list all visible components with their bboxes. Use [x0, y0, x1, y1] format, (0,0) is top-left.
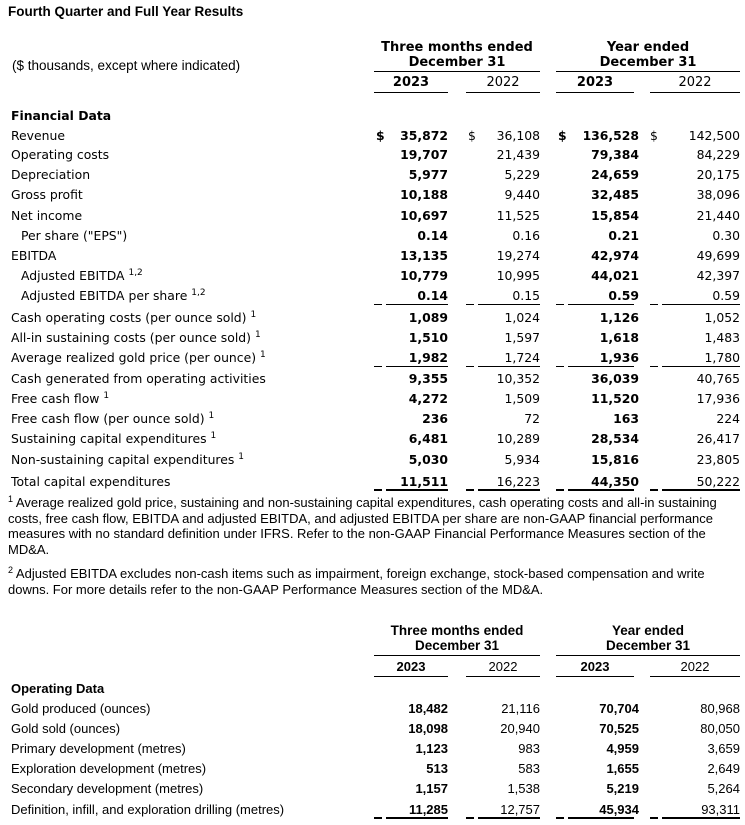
year-header: 2023: [580, 659, 610, 674]
value-cell: 10,697: [400, 208, 448, 223]
row-label-text: Total capital expenditures: [11, 474, 171, 489]
row-label: [21, 266, 143, 286]
footnote-ref: 1: [250, 310, 257, 320]
table-row: [0, 429, 745, 449]
value-cell: 1,780: [704, 350, 740, 365]
value-cell: 72: [524, 411, 540, 426]
value-cell: 4,959: [606, 741, 639, 756]
divider: [650, 817, 658, 819]
row-label: Primary development (metres): [11, 741, 186, 756]
value-cell: 0.30: [712, 228, 740, 243]
currency-symbol: $: [558, 128, 567, 143]
value-cell: 20,175: [696, 167, 740, 182]
footnote-ref: 1: [238, 452, 245, 462]
row-label-text: Cash generated from operating activities: [11, 371, 266, 386]
divider: [478, 817, 540, 819]
table-row: [0, 369, 745, 389]
value-cell: 6,481: [408, 431, 448, 446]
footnote-ref: 1: [103, 391, 110, 401]
divider: [650, 304, 658, 305]
value-cell: 9,440: [504, 187, 540, 202]
divider: [374, 655, 540, 656]
divider: [568, 366, 634, 367]
row-label: [21, 286, 206, 306]
footnote-mark: 1: [8, 494, 14, 504]
table-row: [0, 739, 745, 759]
row-label-text: Free cash flow (per ounce sold): [11, 411, 205, 426]
group-header-three-months: [374, 623, 540, 653]
divider: [478, 366, 540, 367]
table-row: [0, 699, 745, 719]
value-cell: 10,289: [496, 431, 540, 446]
currency-symbol: $: [468, 128, 476, 143]
value-cell: 1,936: [599, 350, 639, 365]
row-label: [11, 206, 82, 226]
divider: [556, 489, 564, 491]
row-label: [11, 328, 261, 348]
row-label: [11, 429, 216, 449]
value-cell: 236: [422, 411, 448, 426]
value-cell: 21,116: [501, 701, 540, 716]
table-row: [0, 165, 745, 185]
value-cell: 80,968: [700, 701, 740, 716]
row-label-text: All-in sustaining costs (per ounce sold): [11, 330, 251, 345]
value-cell: 12,757: [500, 802, 540, 817]
value-cell: 1,052: [704, 310, 740, 325]
value-cell: 80,050: [700, 721, 740, 736]
row-label-text: Adjusted EBITDA: [21, 268, 125, 283]
divider: [386, 304, 448, 305]
row-label: [11, 450, 244, 470]
divider: [556, 676, 634, 677]
divider: [478, 489, 540, 491]
value-cell: 0.14: [417, 288, 448, 303]
row-label: [11, 389, 109, 409]
page-title: Fourth Quarter and Full Year Results: [8, 4, 244, 19]
row-label-text: Net income: [11, 208, 83, 223]
group-header-line2: December 31: [408, 55, 506, 70]
row-label: Gold produced (ounces): [11, 701, 151, 716]
value-cell: 3,659: [707, 741, 740, 756]
footnote-1: [8, 495, 736, 557]
divider: [662, 366, 740, 367]
value-cell: 1,510: [408, 330, 448, 345]
value-cell: 70,525: [599, 721, 639, 736]
value-cell: 44,350: [591, 474, 639, 489]
table-row: [0, 185, 745, 205]
divider: [556, 71, 740, 72]
value-cell: 18,098: [408, 721, 448, 736]
value-cell: 11,511: [400, 474, 448, 489]
footnote-text: Average realized gold price, sustaining and non-sustaining capital expenditures, cash operating costs and all-in sustaining costs, free cash flow, EBITDA and adjusted EBITDA, and adjusted EBITDA per share are non-GAAP financial performance measures with no standard definition under IFRS. Refer to the non-GAAP Financial Performance Measures section of the MD&A.: [8, 495, 717, 557]
value-cell: 10,188: [400, 187, 448, 202]
value-cell: 1,089: [408, 310, 448, 325]
value-cell: 24,659: [591, 167, 639, 182]
value-cell: 20,940: [500, 721, 540, 736]
value-cell: 70,704: [599, 701, 639, 716]
row-label: Definition, infill, and exploration drilling (metres): [11, 802, 285, 817]
footnote-2: [8, 566, 736, 597]
footnote-mark: 2: [8, 565, 14, 575]
row-label-text: Operating costs: [11, 147, 110, 162]
value-cell: 1,982: [408, 350, 448, 365]
value-cell: 19,274: [496, 248, 540, 263]
value-cell: 35,872: [400, 128, 448, 143]
value-cell: 983: [518, 741, 540, 756]
group-header-line2: December 31: [599, 55, 697, 70]
units-note: ($ thousands, except where indicated): [12, 58, 241, 73]
table-row: [0, 719, 745, 739]
row-label-text: Gross profit: [11, 187, 83, 202]
value-cell: 1,597: [504, 330, 540, 345]
value-cell: 2,649: [707, 761, 740, 776]
divider: [466, 366, 474, 367]
divider: [662, 817, 740, 819]
value-cell: 1,123: [415, 741, 448, 756]
divider: [466, 817, 474, 819]
value-cell: 1,483: [704, 330, 740, 345]
footnote-ref: 1,2: [191, 288, 206, 298]
value-cell: 4,272: [408, 391, 448, 406]
group-header-three-months: [374, 40, 540, 70]
row-label: [11, 472, 170, 492]
table-row: [0, 759, 745, 779]
row-label: Gold sold (ounces): [11, 721, 121, 736]
divider: [466, 489, 474, 491]
row-label-text: Depreciation: [11, 167, 91, 182]
group-header-year: [556, 623, 740, 653]
value-cell: 42,397: [696, 268, 740, 283]
value-cell: 1,024: [504, 310, 540, 325]
table-row: [0, 779, 745, 799]
value-cell: 5,934: [504, 452, 540, 467]
row-label-text: Adjusted EBITDA per share: [21, 288, 188, 303]
year-header: 2022: [678, 75, 712, 90]
row-label-text: Sustaining capital expenditures: [11, 431, 207, 446]
divider: [374, 304, 382, 305]
divider: [556, 92, 634, 93]
value-cell: 5,219: [606, 781, 639, 796]
table-row: [0, 409, 745, 429]
row-label: [21, 226, 127, 246]
value-cell: 19,707: [400, 147, 448, 162]
value-cell: 0.59: [712, 288, 740, 303]
group-header-line2: December 31: [605, 638, 691, 653]
value-cell: 21,440: [696, 208, 740, 223]
divider: [650, 366, 658, 367]
group-header-line2: December 31: [414, 638, 500, 653]
value-cell: 15,854: [591, 208, 639, 223]
row-label-text: EBITDA: [11, 248, 57, 263]
table-row: [0, 348, 745, 368]
value-cell: 13,135: [400, 248, 448, 263]
row-label: [11, 409, 214, 429]
divider: [374, 817, 382, 819]
value-cell: 1,538: [507, 781, 540, 796]
value-cell: 142,500: [688, 128, 740, 143]
value-cell: 10,352: [496, 371, 540, 386]
divider: [650, 92, 740, 93]
year-header: 2023: [392, 75, 430, 90]
group-header-line1: Year ended: [606, 40, 690, 55]
divider: [568, 817, 634, 819]
divider: [556, 366, 564, 367]
divider: [556, 304, 564, 305]
group-header-line1: Three months ended: [381, 40, 533, 55]
divider: [662, 489, 740, 491]
row-label: [11, 308, 256, 328]
table-row: [0, 145, 745, 165]
value-cell: 15,816: [591, 452, 639, 467]
value-cell: 0.14: [417, 228, 448, 243]
divider: [374, 489, 382, 491]
table-row: [0, 286, 745, 306]
currency-symbol: $: [650, 128, 658, 143]
row-label: [11, 369, 266, 389]
group-header-line1: Three months ended: [390, 623, 524, 638]
value-cell: 23,805: [696, 452, 740, 467]
value-cell: 1,157: [415, 781, 448, 796]
row-label-text: Average realized gold price (per ounce): [11, 350, 257, 365]
value-cell: 1,655: [606, 761, 639, 776]
value-cell: 10,779: [400, 268, 448, 283]
value-cell: 79,384: [591, 147, 639, 162]
table-row: [0, 328, 745, 348]
divider: [478, 304, 540, 305]
currency-symbol: $: [376, 128, 385, 143]
section-label: Financial Data: [11, 108, 112, 123]
divider: [374, 676, 448, 677]
table-row: [0, 206, 745, 226]
footnote-text: Adjusted EBITDA excludes non-cash items such as impairment, foreign exchange, stock-based compensation and write downs. For more details refer to the non-GAAP Performance Measures section of the MD&A.: [8, 566, 705, 597]
value-cell: 28,534: [591, 431, 639, 446]
row-label: Secondary development (metres): [11, 781, 204, 796]
table-row: [0, 308, 745, 328]
divider: [568, 489, 634, 491]
divider: [466, 92, 540, 93]
value-cell: 38,096: [696, 187, 740, 202]
value-cell: 1,126: [599, 310, 639, 325]
value-cell: 26,417: [696, 431, 740, 446]
row-label-text: Non-sustaining capital expenditures: [11, 452, 235, 467]
divider: [568, 304, 634, 305]
value-cell: 9,355: [408, 371, 448, 386]
value-cell: 17,936: [696, 391, 740, 406]
row-label-text: Cash operating costs (per ounce sold): [11, 310, 247, 325]
value-cell: 49,699: [696, 248, 740, 263]
value-cell: 11,285: [408, 802, 448, 817]
divider: [386, 817, 448, 819]
group-header-line1: Year ended: [611, 623, 685, 638]
value-cell: 0.15: [512, 288, 540, 303]
row-label: Exploration development (metres): [11, 761, 207, 776]
row-label: [11, 185, 83, 205]
value-cell: 40,765: [696, 371, 740, 386]
row-label: [11, 145, 109, 165]
value-cell: 0.21: [608, 228, 639, 243]
footnote-ref: 1,2: [128, 268, 143, 278]
year-header: 2023: [576, 75, 614, 90]
divider: [386, 489, 448, 491]
divider: [466, 676, 540, 677]
divider: [374, 366, 382, 367]
year-header: 2022: [488, 659, 518, 674]
table-row: [0, 266, 745, 286]
row-label: [11, 348, 266, 368]
year-header: 2022: [486, 75, 520, 90]
divider: [650, 676, 740, 677]
year-header: 2022: [680, 659, 710, 674]
divider: [556, 655, 740, 656]
divider: [650, 489, 658, 491]
value-cell: 11,520: [591, 391, 639, 406]
value-cell: 18,482: [408, 701, 448, 716]
value-cell: 93,311: [701, 802, 740, 817]
value-cell: 50,222: [696, 474, 740, 489]
value-cell: 1,509: [504, 391, 540, 406]
value-cell: 45,934: [599, 802, 639, 817]
table-row: [0, 450, 745, 470]
value-cell: 5,977: [408, 167, 448, 182]
divider: [662, 304, 740, 305]
value-cell: 583: [518, 761, 540, 776]
row-label: [11, 246, 56, 266]
divider: [556, 817, 564, 819]
row-label: [11, 165, 90, 185]
value-cell: 163: [613, 411, 639, 426]
group-header-year: [556, 40, 740, 70]
value-cell: 0.16: [512, 228, 540, 243]
divider: [386, 366, 448, 367]
value-cell: 84,229: [696, 147, 740, 162]
table-row: [0, 389, 745, 409]
value-cell: 16,223: [496, 474, 540, 489]
row-label-text: Free cash flow: [11, 391, 100, 406]
value-cell: 5,264: [707, 781, 740, 796]
value-cell: 44,021: [591, 268, 639, 283]
table-row: [0, 226, 745, 246]
value-cell: 1,724: [504, 350, 540, 365]
row-label: [11, 126, 65, 146]
operating-section-label: [0, 679, 745, 699]
value-cell: 1,618: [599, 330, 639, 345]
year-header: 2023: [396, 659, 426, 674]
value-cell: 36,108: [496, 128, 540, 143]
value-cell: 11,525: [496, 208, 540, 223]
value-cell: 136,528: [582, 128, 639, 143]
table-row: [0, 246, 745, 266]
value-cell: 513: [426, 761, 448, 776]
footnote-ref: 1: [254, 330, 261, 340]
value-cell: 5,229: [504, 167, 540, 182]
divider: [374, 92, 448, 93]
row-label-text: Revenue: [11, 128, 65, 143]
value-cell: 224: [716, 411, 740, 426]
table-row: [0, 126, 745, 146]
footnote-ref: 1: [210, 431, 217, 441]
value-cell: 10,995: [496, 268, 540, 283]
value-cell: 21,439: [496, 147, 540, 162]
section-label: Operating Data: [11, 681, 105, 696]
value-cell: 32,485: [591, 187, 639, 202]
value-cell: 42,974: [591, 248, 639, 263]
divider: [466, 304, 474, 305]
value-cell: 36,039: [591, 371, 639, 386]
footnote-ref: 1: [208, 411, 215, 421]
row-label-text: Per share ("EPS"): [21, 228, 128, 243]
footnote-ref: 1: [260, 350, 266, 360]
value-cell: 0.59: [608, 288, 639, 303]
divider: [374, 71, 540, 72]
financial-section-label: [0, 106, 745, 126]
value-cell: 5,030: [408, 452, 448, 467]
